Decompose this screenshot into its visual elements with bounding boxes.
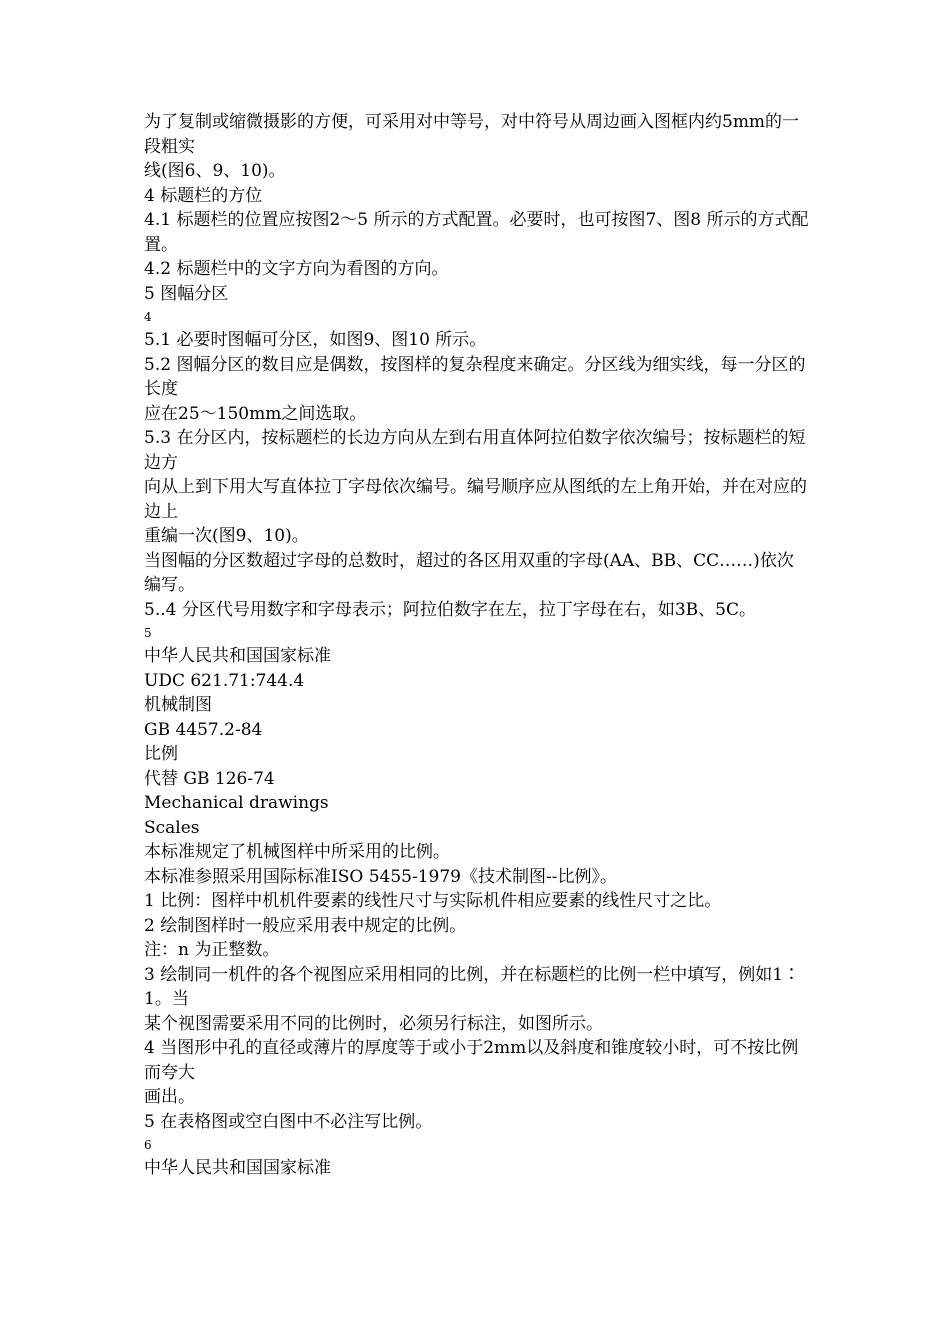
standard-title: 机械制图	[144, 695, 212, 715]
document-body	[144, 110, 810, 1181]
page-number: 6	[144, 1138, 152, 1152]
paragraph-line: 5.2 图幅分区的数目应是偶数，按图样的复杂程度来确定。分区线为细实线，每一分区的长度	[144, 354, 806, 399]
paragraph-line: 5..4 分区代号用数字和字母表示；阿拉伯数字在左，拉丁字母在右，如3B、5C。	[144, 599, 756, 620]
paragraph-line: 重编一次(图9、10)。	[144, 526, 309, 546]
paragraph-line: 5.3 在分区内，按标题栏的长边方向从左到右用直体阿拉伯数字依次编号；按标题栏的短边方	[144, 428, 806, 473]
paragraph-line: 4.2 标题栏中的文字方向为看图的方向。	[144, 259, 449, 279]
paragraph-line: 1 比例：图样中机机件要素的线性尺寸与实际机件相应要素的线性尺寸之比。	[144, 891, 722, 911]
standard-header: 中华人民共和国国家标准	[144, 1158, 331, 1178]
paragraph-line: 5 在表格图或空白图中不必注写比例。	[144, 1111, 433, 1132]
paragraph-line: 某个视图需要采用不同的比例时，必须另行标注，如图所示。	[144, 1013, 603, 1034]
paragraph-line: 2 绘制图样时一般应采用表中规定的比例。	[144, 915, 467, 936]
paragraph-line: 本标准规定了机械图样中所采用的比例。	[144, 842, 450, 862]
standard-number: GB 4457.2-84	[144, 719, 263, 740]
standard-subtitle: 比例	[144, 744, 178, 764]
note-line: 注：n 为正整数。	[144, 940, 280, 960]
udc-code: UDC 621.71:744.4	[144, 670, 305, 691]
paragraph-line: 4 当图形中孔的直径或薄片的厚度等于或小于2mm以及斜度和锥度较小时，可不按比例而夸大	[144, 1038, 799, 1083]
replaces-standard: 代替 GB 126-74	[144, 768, 275, 789]
paragraph-line: 4.1 标题栏的位置应按图2～5 所示的方式配置。必要时，也可按图7、图8 所示的方式配置。	[144, 210, 809, 255]
standard-header: 中华人民共和国国家标准	[144, 646, 331, 666]
paragraph-line: 画出。	[144, 1087, 195, 1107]
paragraph-line: 为了复制或缩微摄影的方便，可采用对中等号，对中符号从周边画入图框内约5mm的一段粗实	[144, 112, 800, 157]
section-heading: 5 图幅分区	[144, 283, 229, 304]
paragraph-line: 向从上到下用大写直体拉丁字母依次编号。编号顺序应从图纸的左上角开始，并在对应的边上	[144, 477, 807, 522]
english-title: Mechanical drawings	[144, 793, 329, 813]
paragraph-line: 5.1 必要时图幅可分区，如图9、图10 所示。	[144, 330, 487, 350]
paragraph-line: 当图幅的分区数超过字母的总数时，超过的各区用双重的字母(AA、BB、CC……)依次编写。	[144, 550, 794, 595]
paragraph-line: 应在25～150mm之间选取。	[144, 403, 367, 424]
page-number: 4	[144, 310, 152, 324]
paragraph-line: 3 绘制同一机件的各个视图应采用相同的比例，并在标题栏的比例一栏中填写，例如1∶1。当	[144, 964, 801, 1009]
english-subtitle: Scales	[144, 817, 200, 838]
section-heading: 4 标题栏的方位	[144, 185, 263, 206]
page-number: 5	[144, 626, 152, 640]
paragraph-line: 线(图6、9、10)。	[144, 161, 286, 181]
paragraph-line: 本标准参照采用国际标准ISO 5455-1979《技术制图--比例》。	[144, 866, 617, 887]
